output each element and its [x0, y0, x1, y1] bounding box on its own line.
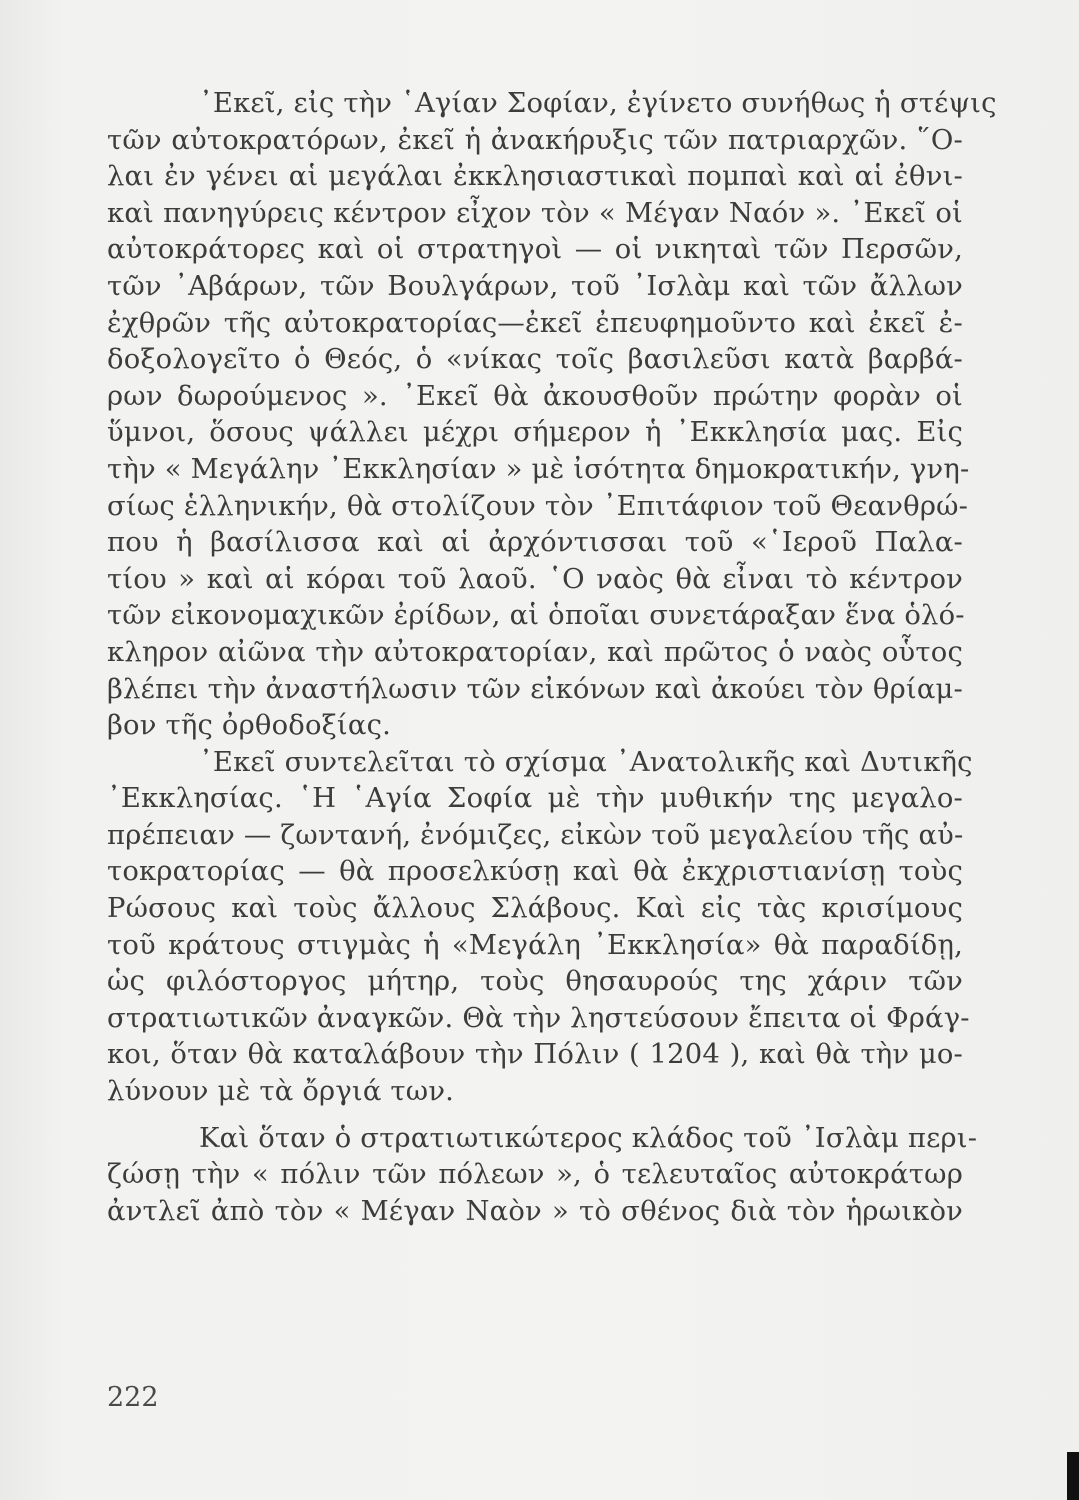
- text-line: ὕμνοι, ὅσους ψάλλει μέχρι σήμερον ἡ ᾿Εκκλησία μας. Εἰς: [107, 417, 963, 449]
- scan-edge-mark: [1067, 1452, 1079, 1500]
- text-line: τῶν αὐτοκρατόρων, ἐκεῖ ἡ ἀνακήρυξις τῶν πατριαρχῶν. ῞Ο-: [107, 124, 963, 156]
- text-line: καὶ πανηγύρεις κέντρον εἶχον τὸν « Μέγαν Ναόν ». ᾿Εκεῖ οἱ: [107, 197, 963, 229]
- text-line: κοι, ὅταν θὰ καταλάβουν τὴν Πόλιν ( 1204 ), καὶ θὰ τὴν μο-: [107, 1039, 963, 1071]
- text-line: τὴν « Μεγάλην ᾿Εκκλησίαν » μὲ ἰσότητα δημοκρατικήν, γνη-: [107, 453, 970, 485]
- text-line: τοῦ κράτους στιγμὰς ἡ «Μεγάλη ᾿Εκκλησία» θὰ παραδίδῃ,: [107, 929, 963, 961]
- text-line: τοκρατορίας — θὰ προσελκύσῃ καὶ θὰ ἐκχριστιανίσῃ τοὺς: [107, 856, 963, 888]
- text-line: πρέπειαν — ζωντανή, ἐνόμιζες, εἰκὼν τοῦ μεγαλείου τῆς αὐ-: [107, 819, 964, 851]
- body-text: [107, 86, 997, 1230]
- text-line: ρων δωρούμενος ». ᾿Εκεῖ θὰ ἀκουσθοῦν πρώτην φορὰν οἱ: [107, 380, 963, 412]
- text-line: κληρον αἰῶνα τὴν αὐτοκρατορίαν, καὶ πρῶτος ὁ ναὸς οὗτος: [107, 636, 963, 668]
- text-line: δοξολογεῖτο ὁ Θεός, ὁ «νίκας τοῖς βασιλεῦσι κατὰ βαρβά-: [107, 344, 963, 376]
- text-line: Καὶ ὅταν ὁ στρατιωτικώτερος κλάδος τοῦ ᾿Ισλὰμ περι-: [199, 1122, 978, 1154]
- text-line: τῶν ᾿Αβάρων, τῶν Βουλγάρων, τοῦ ᾿Ισλὰμ καὶ τῶν ἄλλων: [107, 270, 963, 302]
- text-line: ὡς φιλόστοργος μήτηρ, τοὺς θησαυρούς της χάριν τῶν: [107, 966, 963, 998]
- text-line: στρατιωτικῶν ἀναγκῶν. Θὰ τὴν ληστεύσουν ἔπειτα οἱ Φράγ-: [107, 1002, 970, 1034]
- text-line: τῶν εἰκονομαχικῶν ἐρίδων, αἱ ὁποῖαι συνετάραξαν ἕνα ὁλό-: [107, 600, 965, 632]
- text-line: ἀντλεῖ ἀπὸ τὸν « Μέγαν Ναὸν » τὸ σθένος διὰ τὸν ἡρωικὸν: [107, 1195, 963, 1227]
- text-line: αὐτοκράτορες καὶ οἱ στρατηγοὶ — οἱ νικηταὶ τῶν Περσῶν,: [107, 234, 963, 266]
- text-line: Ρώσους καὶ τοὺς ἄλλους Σλάβους. Καὶ εἰς τὰς κρισίμους: [107, 893, 963, 925]
- paragraph-gap: [107, 1111, 963, 1121]
- text-line: ζώσῃ τὴν « πόλιν τῶν πόλεων », ὁ τελευταῖος αὐτοκράτωρ: [107, 1159, 963, 1191]
- text-line: ᾿Εκκλησίας. ῾Η ῾Αγία Σοφία μὲ τὴν μυθικήν της μεγαλο-: [107, 783, 963, 815]
- text-line: σίως ἑλληνικήν, θὰ στολίζουν τὸν ᾿Επιτάφιον τοῦ Θεανθρώ-: [107, 490, 969, 522]
- text-line: λύνουν μὲ τὰ ὄργιά των.: [107, 1076, 455, 1108]
- text-line: βον τῆς ὀρθοδοξίας.: [107, 710, 392, 742]
- text-line: τίου » καὶ αἱ κόραι τοῦ λαοῦ. ῾Ο ναὸς θὰ εἶναι τὸ κέντρον: [107, 563, 963, 595]
- page-number: 222: [107, 1382, 159, 1413]
- text-line: ἐχθρῶν τῆς αὐτοκρατορίας—ἐκεῖ ἐπευφημοῦντο καὶ ἐκεῖ ἐ-: [107, 307, 963, 339]
- text-line: βλέπει τὴν ἀναστήλωσιν τῶν εἰκόνων καὶ ἀκούει τὸν θρίαμ-: [107, 673, 963, 705]
- text-line: λαι ἐν γένει αἱ μεγάλαι ἐκκλησιαστικαὶ πομπαὶ καὶ αἱ ἐθνι-: [107, 161, 963, 193]
- text-line: ᾿Εκεῖ συντελεῖται τὸ σχίσμα ᾿Ανατολικῆς καὶ Δυτικῆς: [199, 746, 973, 778]
- text-line: που ἡ βασίλισσα καὶ αἱ ἀρχόντισσαι τοῦ «῾Ιεροῦ Παλα-: [107, 527, 963, 559]
- text-line: ᾿Εκεῖ, εἰς τὴν ῾Αγίαν Σοφίαν, ἐγίνετο συνήθως ἡ στέψις: [199, 88, 997, 119]
